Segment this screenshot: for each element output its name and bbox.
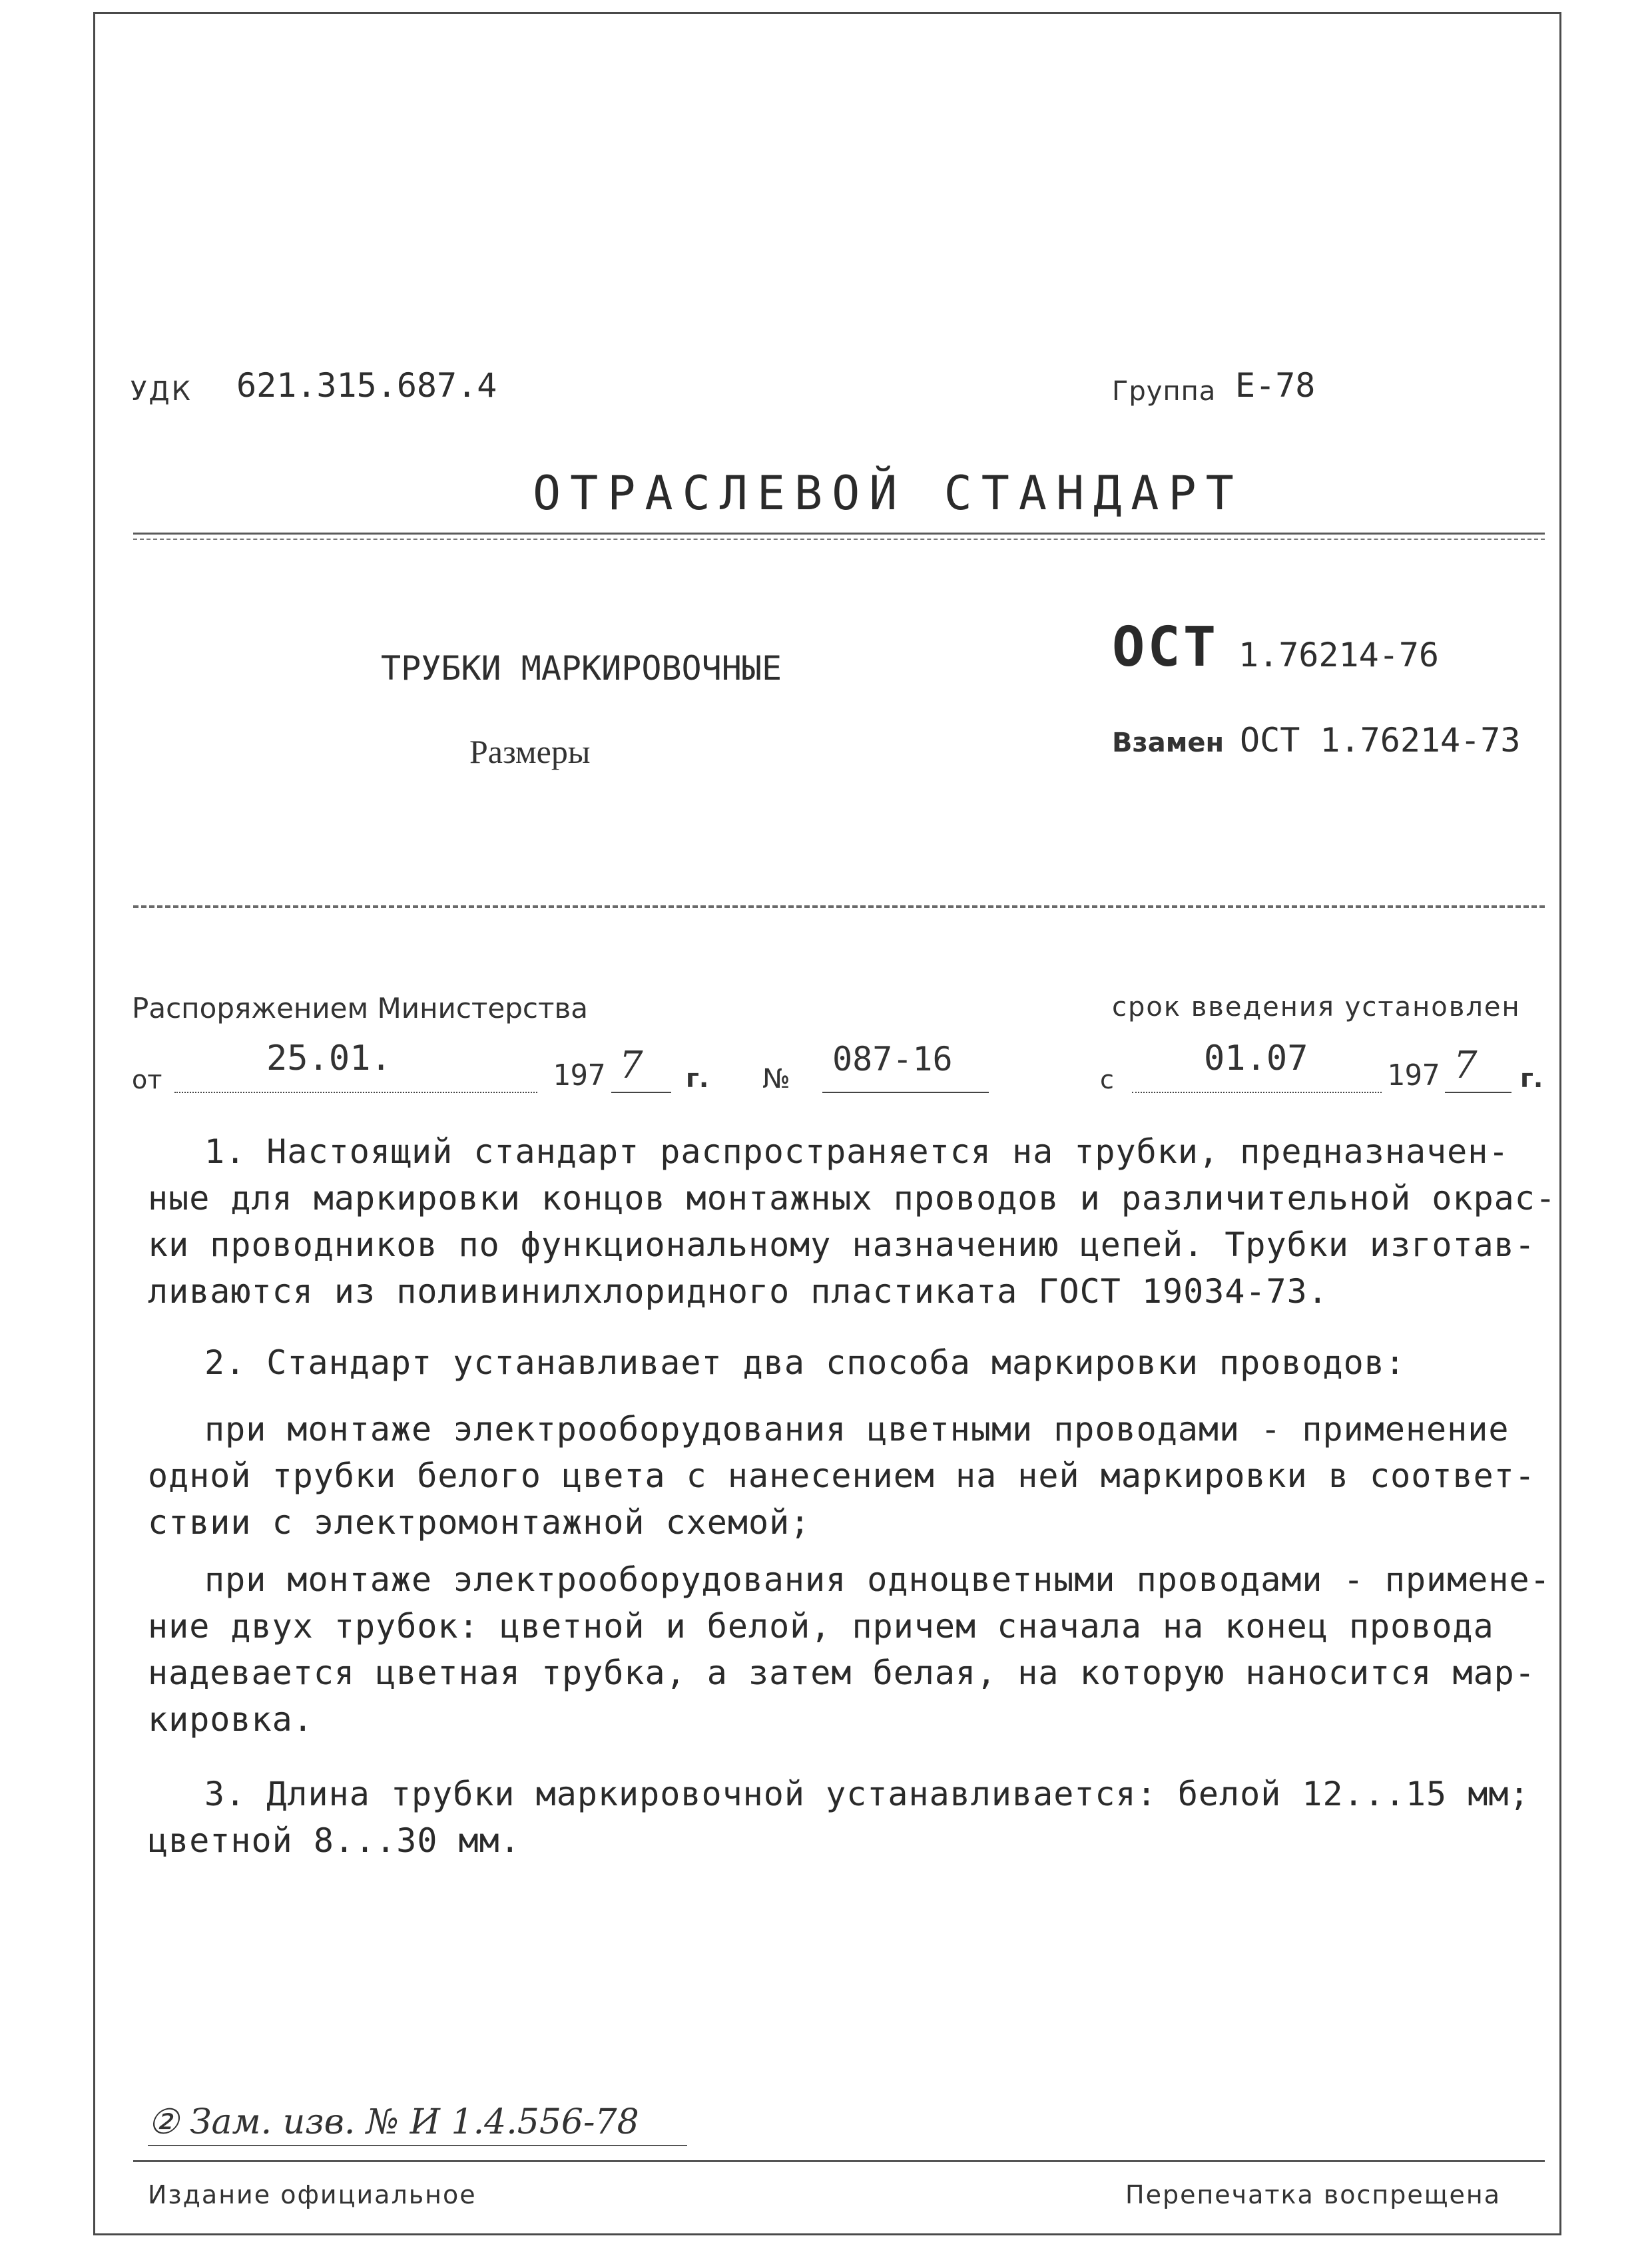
document-subtitle: Размеры — [469, 733, 591, 770]
paragraph-line: ные для маркировки концов монтажных проводов и различительной окрас- — [148, 1179, 1556, 1218]
order-date: 25.01. — [266, 1038, 392, 1078]
amendment-underline — [148, 2145, 687, 2146]
order-number-line — [822, 1078, 989, 1093]
paragraph-line: ние двух трубок: цветной и белой, причем сначала на конец провода — [148, 1607, 1494, 1646]
paragraph-line: 3. Длина трубки маркировочной устанавливается: белой 12...15 мм; — [204, 1775, 1530, 1813]
effective-label: срок введения установлен — [1112, 992, 1521, 1022]
paragraph-2b — [148, 1556, 1551, 1743]
footer-official-edition: Издание официальное — [148, 2180, 477, 2209]
order-date-line — [174, 1078, 537, 1093]
paragraph-line: ки проводников по функциональному назначению цепей. Трубки изготав- — [148, 1226, 1535, 1264]
paragraph-1 — [148, 1128, 1556, 1315]
paragraph-line: ствии с электромонтажной схемой; — [148, 1503, 811, 1542]
order-year-line — [611, 1078, 671, 1093]
page-border — [93, 12, 1561, 2235]
paragraph-line: при монтаже электрооборудования цветными проводами - применение — [204, 1410, 1509, 1449]
paragraph-3 — [148, 1771, 1539, 1864]
effective-date-line — [1132, 1078, 1382, 1093]
paragraph-line: 1. Настоящий стандарт распространяется на трубки, предназначен- — [204, 1132, 1509, 1171]
paragraph-line: 2. Стандарт устанавливает два способа маркировки проводов: — [204, 1343, 1406, 1382]
effective-year-digit: 7 — [1454, 1044, 1478, 1087]
effective-year-suffix: г. — [1520, 1064, 1543, 1093]
udk-value: 621.315.687.4 — [236, 366, 497, 405]
ost-label: ОСТ — [1112, 616, 1219, 679]
paragraph-line: при монтаже электрооборудования одноцветными проводами - примене- — [204, 1560, 1551, 1599]
paragraph-2 — [148, 1339, 1539, 1386]
paragraph-line: ливаются из поливинилхлоридного пластиката ГОСТ 19034-73. — [148, 1272, 1328, 1311]
paragraph-line: надевается цветная трубка, а затем белая, на которую наносится мар- — [148, 1654, 1535, 1692]
footer-divider — [133, 2160, 1545, 2162]
order-year-digit: 7 — [619, 1044, 643, 1087]
paragraph-line: цветной 8...30 мм. — [148, 1821, 521, 1860]
effective-year-prefix: 197 — [1387, 1058, 1440, 1092]
replaces-label: Взамен — [1112, 728, 1225, 758]
order-year-prefix: 197 — [553, 1058, 606, 1092]
order-number: 087-16 — [832, 1040, 953, 1078]
order-label: Распоряжением Министерства — [132, 992, 588, 1024]
order-number-label: № — [762, 1064, 790, 1094]
effective-from-label: с — [1100, 1065, 1114, 1094]
order-year-suffix: г. — [686, 1064, 709, 1093]
effective-date: 01.07 — [1204, 1038, 1308, 1078]
section-divider — [133, 905, 1545, 908]
group-label: Группа — [1112, 376, 1217, 407]
footer-reprint-prohibited: Перепечатка воспрещена — [1125, 2180, 1502, 2209]
paragraph-line: кировка. — [148, 1700, 314, 1739]
header-divider — [133, 533, 1545, 540]
replaces-value: ОСТ 1.76214-73 — [1240, 721, 1521, 760]
paragraph-2a — [148, 1406, 1539, 1546]
udk-label: УДК — [131, 376, 193, 407]
amendment-note: ② Зам. изв. № И 1.4.556-78 — [148, 2102, 639, 2142]
header-title: ОТРАСЛЕВОЙ СТАНДАРТ — [533, 466, 1243, 521]
paragraph-line: одной трубки белого цвета с нанесением на ней маркировки в соответ- — [148, 1457, 1535, 1495]
order-from-label: от — [132, 1065, 162, 1094]
ost-number: 1.76214-76 — [1238, 636, 1440, 674]
document-title: ТРУБКИ МАРКИРОВОЧНЫЕ — [381, 649, 782, 688]
effective-year-line — [1445, 1078, 1511, 1093]
group-value: Е-78 — [1235, 366, 1316, 405]
